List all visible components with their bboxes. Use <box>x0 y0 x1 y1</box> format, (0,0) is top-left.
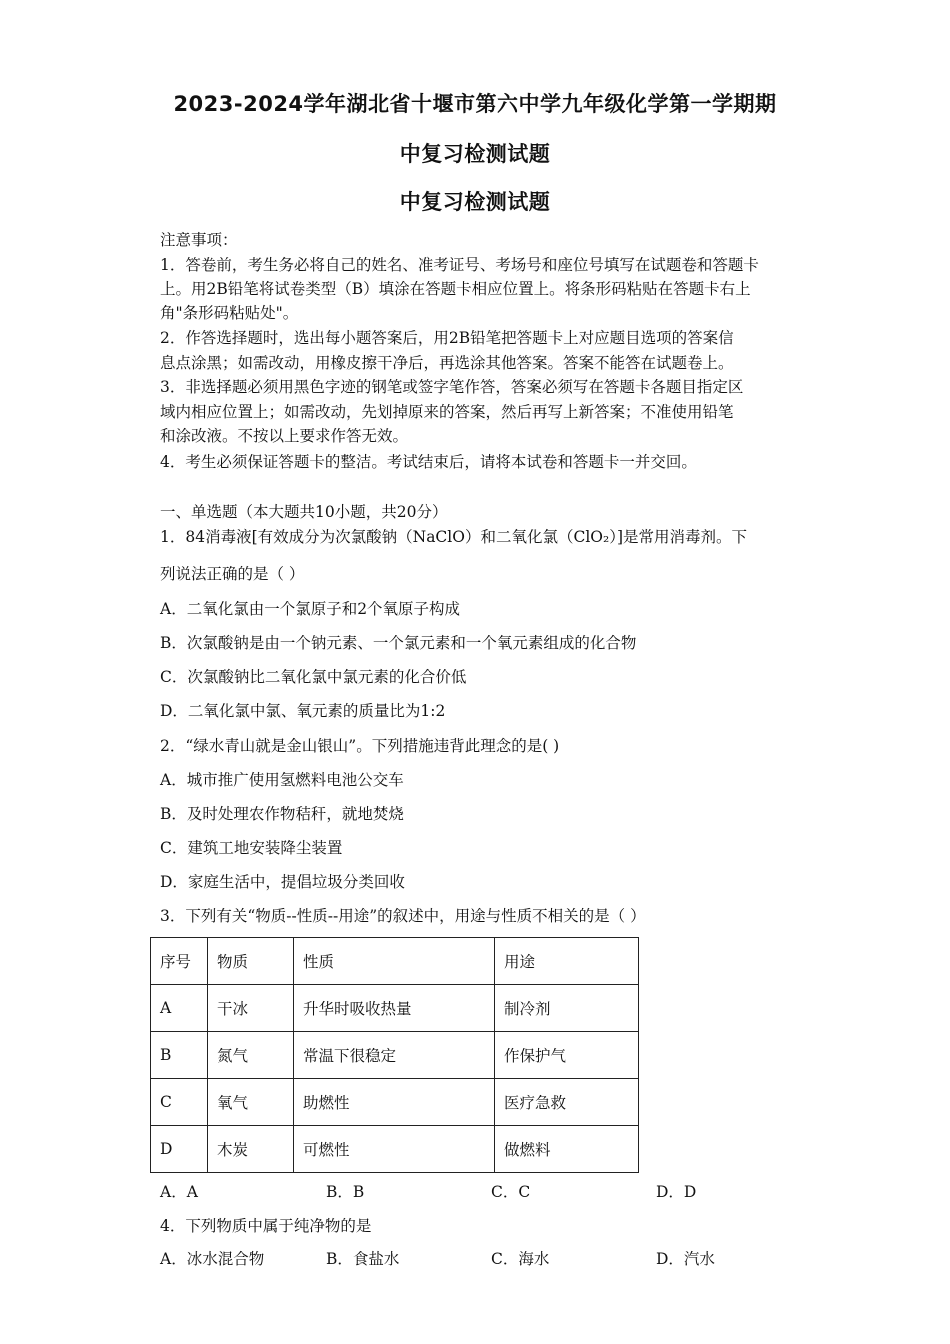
table-cell: 常温下很稳定 <box>294 1032 495 1079</box>
notice-line: 上。用2B铅笔将试卷类型（B）填涂在答题卡相应位置上。将条形码粘贴在答题卡右上 <box>160 280 751 298</box>
table-cell: 医疗急救 <box>495 1079 639 1126</box>
table-cell: B <box>151 1032 208 1079</box>
table-row <box>151 1032 639 1079</box>
question-1-option-b: B．次氯酸钠是由一个钠元素、一个氯元素和一个氧元素组成的化合物 <box>160 634 637 652</box>
title-line-2: 中复习检测试题 <box>399 142 551 166</box>
table-row <box>151 1126 639 1173</box>
table-row <box>151 1079 639 1126</box>
question-3-option-b: B．B <box>326 1183 365 1201</box>
table-cell: 作保护气 <box>495 1032 639 1079</box>
table-cell: 干冰 <box>208 985 294 1032</box>
table-cell: C <box>151 1079 208 1126</box>
title-line-1: 2023-2024学年湖北省十堰市第六中学九年级化学第一学期期 <box>173 92 777 116</box>
notice-line: 角"条形码粘贴处"。 <box>160 304 299 322</box>
question-3-stem: 3．下列有关“物质--性质--用途”的叙述中，用途与性质不相关的是（ ） <box>160 907 646 925</box>
question-2-option-b: B．及时处理农作物秸秆，就地焚烧 <box>160 805 404 823</box>
question-2-option-c: C．建筑工地安装降尘装置 <box>160 839 343 857</box>
question-4-option-b: B．食盐水 <box>326 1250 400 1268</box>
table-row <box>151 985 639 1032</box>
notice-line: 息点涂黑；如需改动，用橡皮擦干净后，再选涂其他答案。答案不能答在试题卷上。 <box>160 354 734 372</box>
question-4-option-c: C．海水 <box>491 1250 550 1268</box>
table-cell: 木炭 <box>208 1126 294 1173</box>
question-3-table <box>150 937 639 1173</box>
table-cell: 制冷剂 <box>495 985 639 1032</box>
question-4-stem: 4．下列物质中属于纯净物的是 <box>160 1217 372 1235</box>
table-header-cell: 序号 <box>151 938 208 985</box>
notice-line: 4．考生必须保证答题卡的整洁。考试结束后，请将本试卷和答题卡一并交回。 <box>160 453 697 471</box>
question-1-stem-cont: 列说法正确的是（ ） <box>160 565 305 583</box>
table-cell: A <box>151 985 208 1032</box>
question-4-option-d: D．汽水 <box>656 1250 715 1268</box>
question-4-option-a: A．冰水混合物 <box>160 1250 265 1268</box>
table-cell: 氮气 <box>208 1032 294 1079</box>
section-heading: 一、单选题（本大题共10小题，共20分） <box>160 503 448 521</box>
question-2-stem: 2．“绿水青山就是金山银山”。下列措施违背此理念的是( ) <box>160 737 560 755</box>
notice-line: 2．作答选择题时，选出每小题答案后，用2B铅笔把答题卡上对应题目选项的答案信 <box>160 329 734 347</box>
table-cell: 氧气 <box>208 1079 294 1126</box>
notice-heading: 注意事项： <box>160 231 238 249</box>
question-1-option-a: A．二氧化氯由一个氯原子和2个氧原子构成 <box>160 600 461 618</box>
question-1-option-c: C．次氯酸钠比二氧化氯中氯元素的化合价低 <box>160 668 467 686</box>
table-cell: 升华时吸收热量 <box>294 985 495 1032</box>
notice-line: 域内相应位置上；如需改动，先划掉原来的答案，然后再写上新答案；不准使用铅笔 <box>160 403 734 421</box>
table-cell: 可燃性 <box>294 1126 495 1173</box>
question-2-option-a: A．城市推广使用氢燃料电池公交车 <box>160 771 404 789</box>
question-1-option-d: D．二氧化氯中氯、氧元素的质量比为1:2 <box>160 702 446 720</box>
table-header-cell: 性质 <box>294 938 495 985</box>
notice-line: 和涂改液。不按以上要求作答无效。 <box>160 427 409 445</box>
table-cell: D <box>151 1126 208 1173</box>
table-cell: 做燃料 <box>495 1126 639 1173</box>
notice-line: 1．答卷前，考生务必将自己的姓名、准考证号、考场号和座位号填写在试题卷和答题卡 <box>160 256 759 274</box>
table-header-cell: 物质 <box>208 938 294 985</box>
title-line-3: 中复习检测试题 <box>399 190 551 214</box>
question-2-option-d: D．家庭生活中，提倡垃圾分类回收 <box>160 873 405 891</box>
table-cell: 助燃性 <box>294 1079 495 1126</box>
question-1-stem: 1．84消毒液[有效成分为次氯酸钠（NaClO）和二氧化氯（ClO₂）]是常用消毒剂。下 <box>160 528 747 546</box>
table-header-cell: 用途 <box>495 938 639 985</box>
table-header-row <box>151 938 639 985</box>
question-3-option-a: A．A <box>160 1183 198 1201</box>
question-3-option-c: C．C <box>491 1183 531 1201</box>
notice-line: 3．非选择题必须用黑色字迹的钢笔或签字笔作答，答案必须写在答题卡各题目指定区 <box>160 378 744 396</box>
question-3-option-d: D．D <box>656 1183 697 1201</box>
